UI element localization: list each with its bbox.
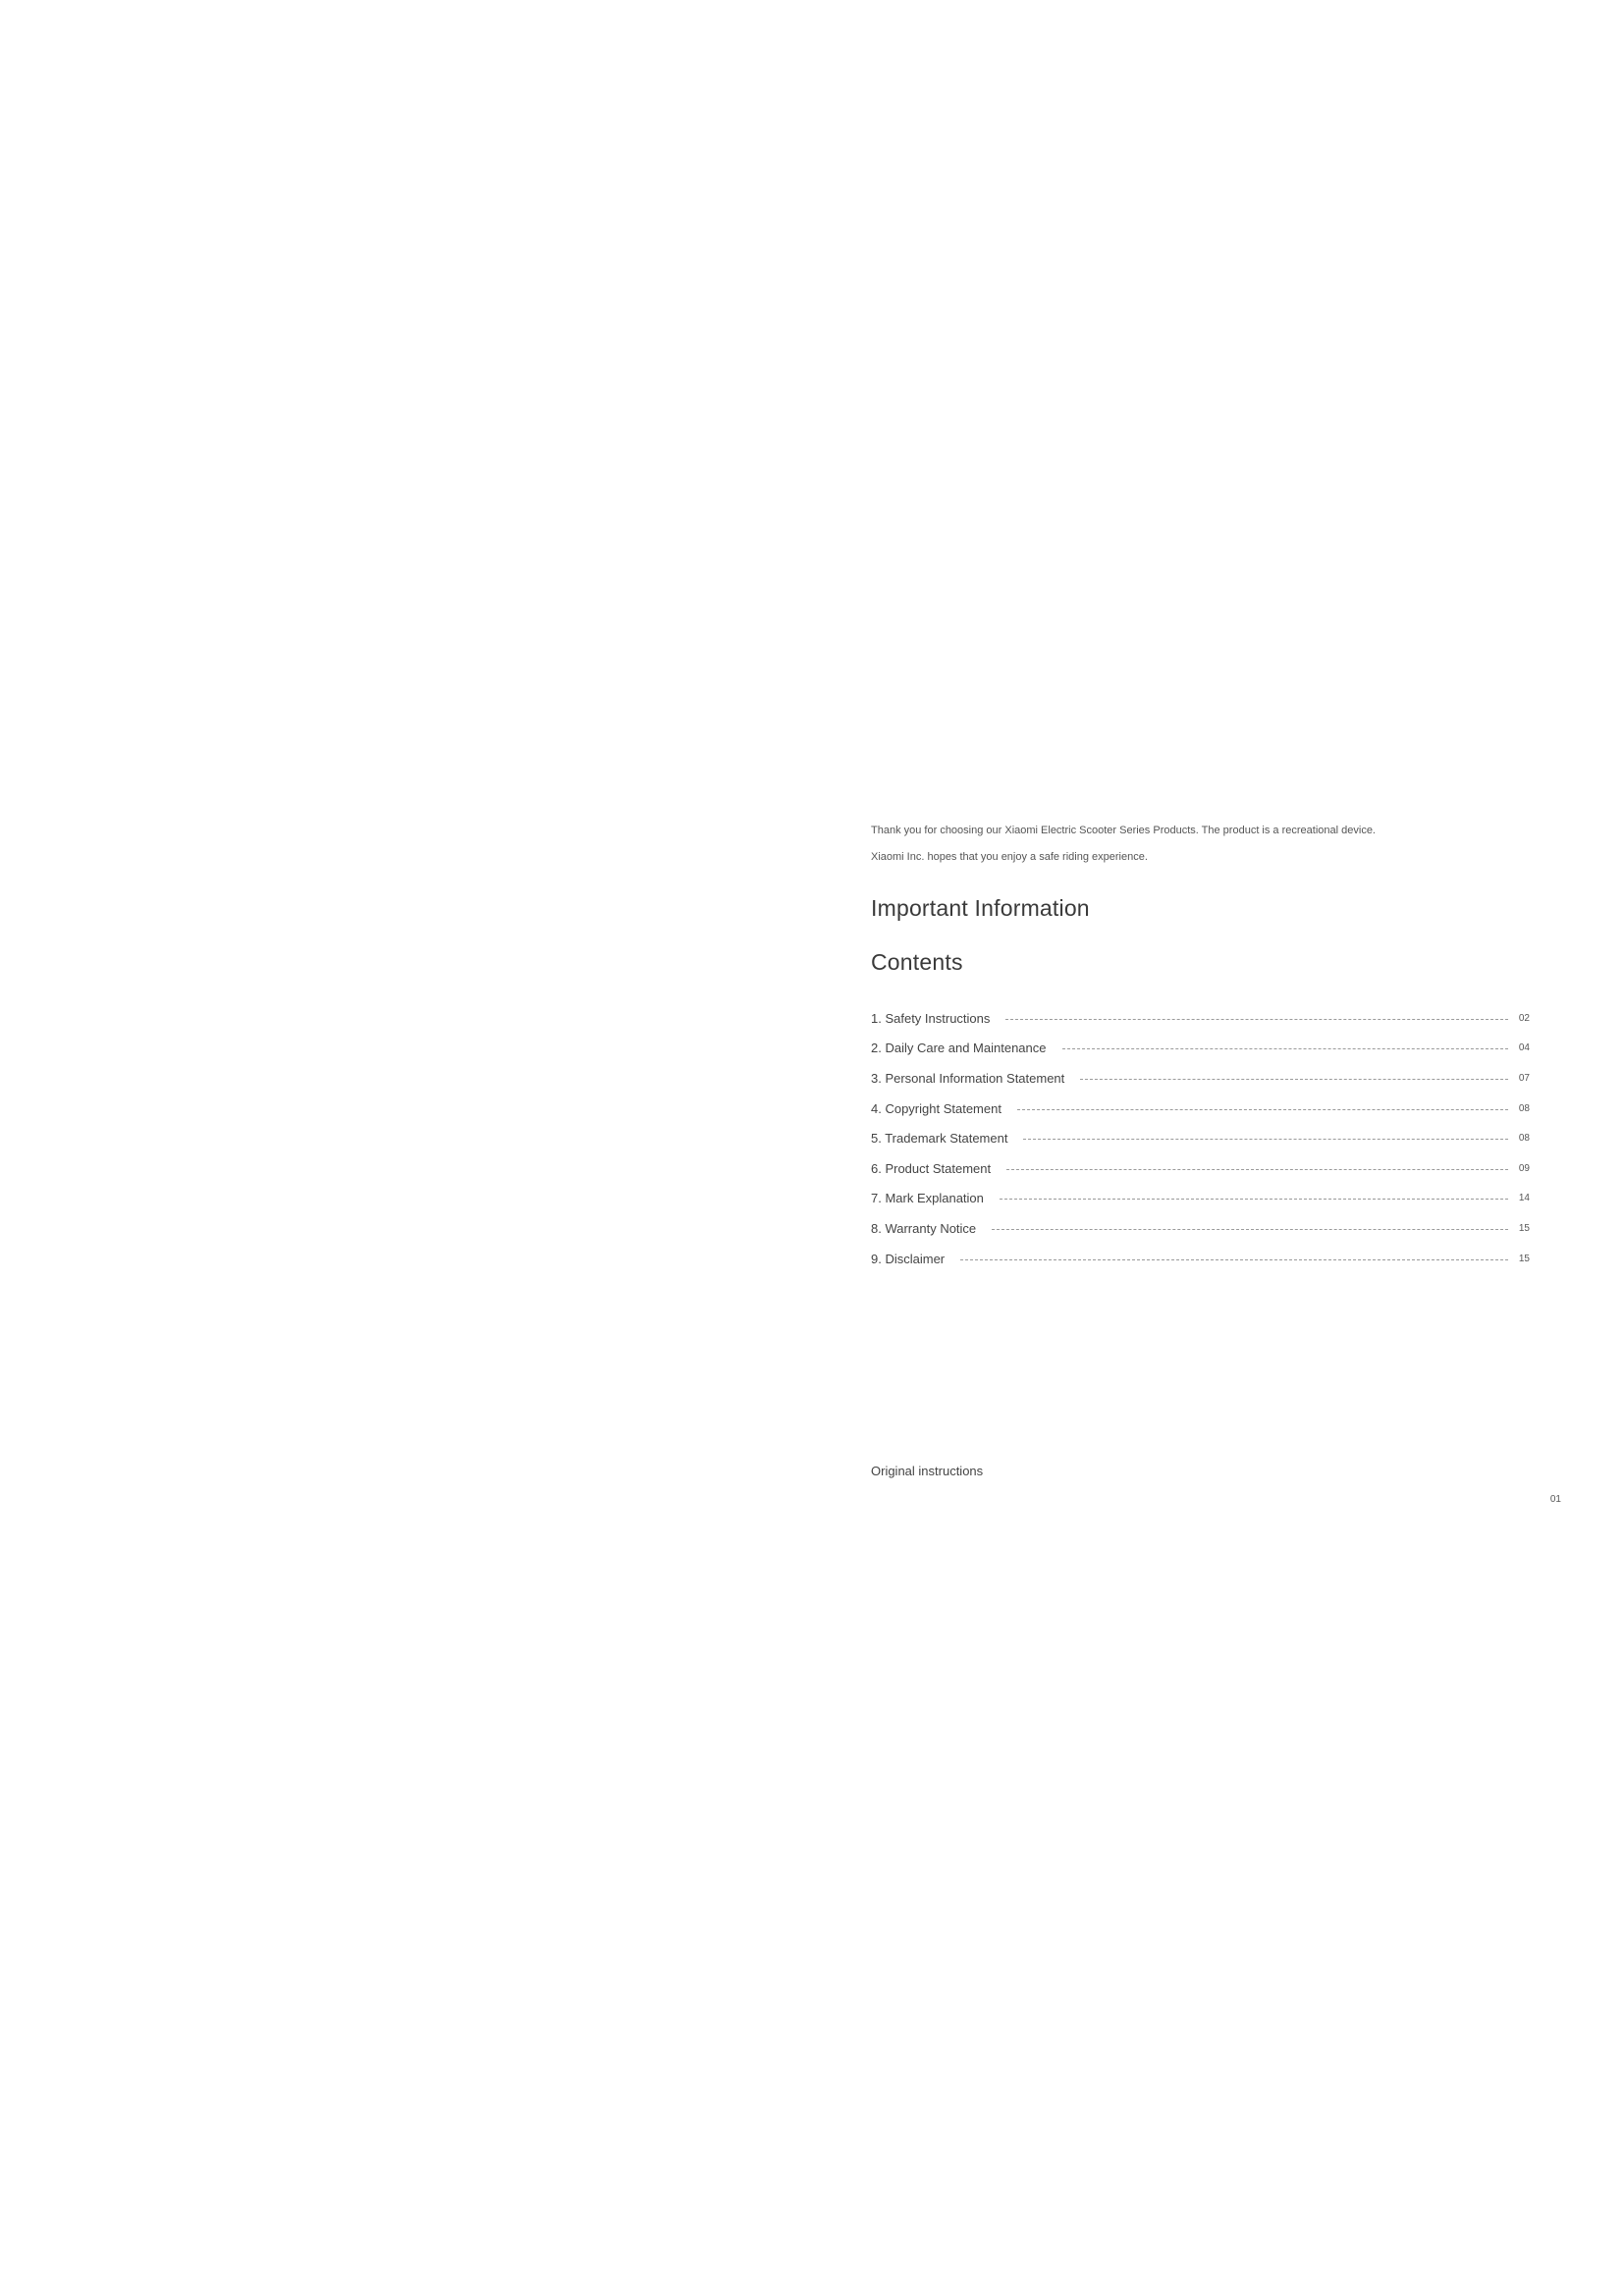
toc-item-label: 9. Disclaimer (871, 1251, 946, 1266)
toc-item-safety-instructions[interactable] (871, 1003, 1530, 1034)
toc-item-label: 5. Trademark Statement (871, 1131, 1008, 1147)
toc-dotted-leader (960, 1259, 1508, 1260)
toc-item-trademark[interactable] (871, 1123, 1530, 1153)
contents-heading: Contents (871, 949, 963, 975)
table-of-contents (871, 1003, 1530, 1273)
toc-item-personal-information[interactable] (871, 1063, 1530, 1094)
toc-dotted-leader (1005, 1019, 1508, 1020)
toc-dotted-leader (1062, 1048, 1509, 1049)
toc-item-disclaimer[interactable] (871, 1244, 1530, 1274)
toc-item-label: 2. Daily Care and Maintenance (871, 1041, 1047, 1056)
toc-item-page: 14 (1518, 1193, 1530, 1204)
toc-item-label: 3. Personal Information Statement (871, 1070, 1065, 1086)
toc-item-page: 15 (1518, 1222, 1530, 1234)
important-information-heading: Important Information (871, 895, 1090, 921)
toc-dotted-leader (1006, 1169, 1508, 1170)
toc-item-page: 15 (1518, 1253, 1530, 1264)
toc-item-label: 7. Mark Explanation (871, 1191, 984, 1206)
intro-line-1: Thank you for choosing our Xiaomi Electric Scooter Series Products. The product is a recreational device. (871, 825, 1376, 836)
toc-item-label: 6. Product Statement (871, 1160, 992, 1176)
toc-item-page: 09 (1518, 1162, 1530, 1174)
toc-item-page: 04 (1518, 1042, 1530, 1054)
original-instructions-note: Original instructions (871, 1464, 984, 1478)
toc-dotted-leader (1000, 1199, 1508, 1200)
toc-item-label: 4. Copyright Statement (871, 1100, 1001, 1116)
toc-dotted-leader (1017, 1109, 1508, 1110)
toc-item-warranty-notice[interactable] (871, 1213, 1530, 1244)
toc-item-label: 8. Warranty Notice (871, 1220, 977, 1236)
toc-dotted-leader (992, 1229, 1508, 1230)
toc-item-copyright[interactable] (871, 1094, 1530, 1124)
intro-line-2: Xiaomi Inc. hopes that you enjoy a safe riding experience. (871, 851, 1148, 863)
page-number: 01 (1549, 1494, 1561, 1505)
toc-item-page: 08 (1518, 1102, 1530, 1114)
toc-item-product-statement[interactable] (871, 1153, 1530, 1184)
toc-item-mark-explanation[interactable] (871, 1184, 1530, 1214)
toc-item-page: 07 (1518, 1072, 1530, 1084)
toc-item-label: 1. Safety Instructions (871, 1010, 991, 1026)
toc-item-page: 02 (1518, 1012, 1530, 1024)
toc-item-page: 08 (1518, 1133, 1530, 1145)
toc-item-daily-care[interactable] (871, 1034, 1530, 1064)
intro-text (871, 818, 1558, 871)
toc-dotted-leader (1080, 1079, 1508, 1080)
toc-dotted-leader (1023, 1139, 1508, 1140)
